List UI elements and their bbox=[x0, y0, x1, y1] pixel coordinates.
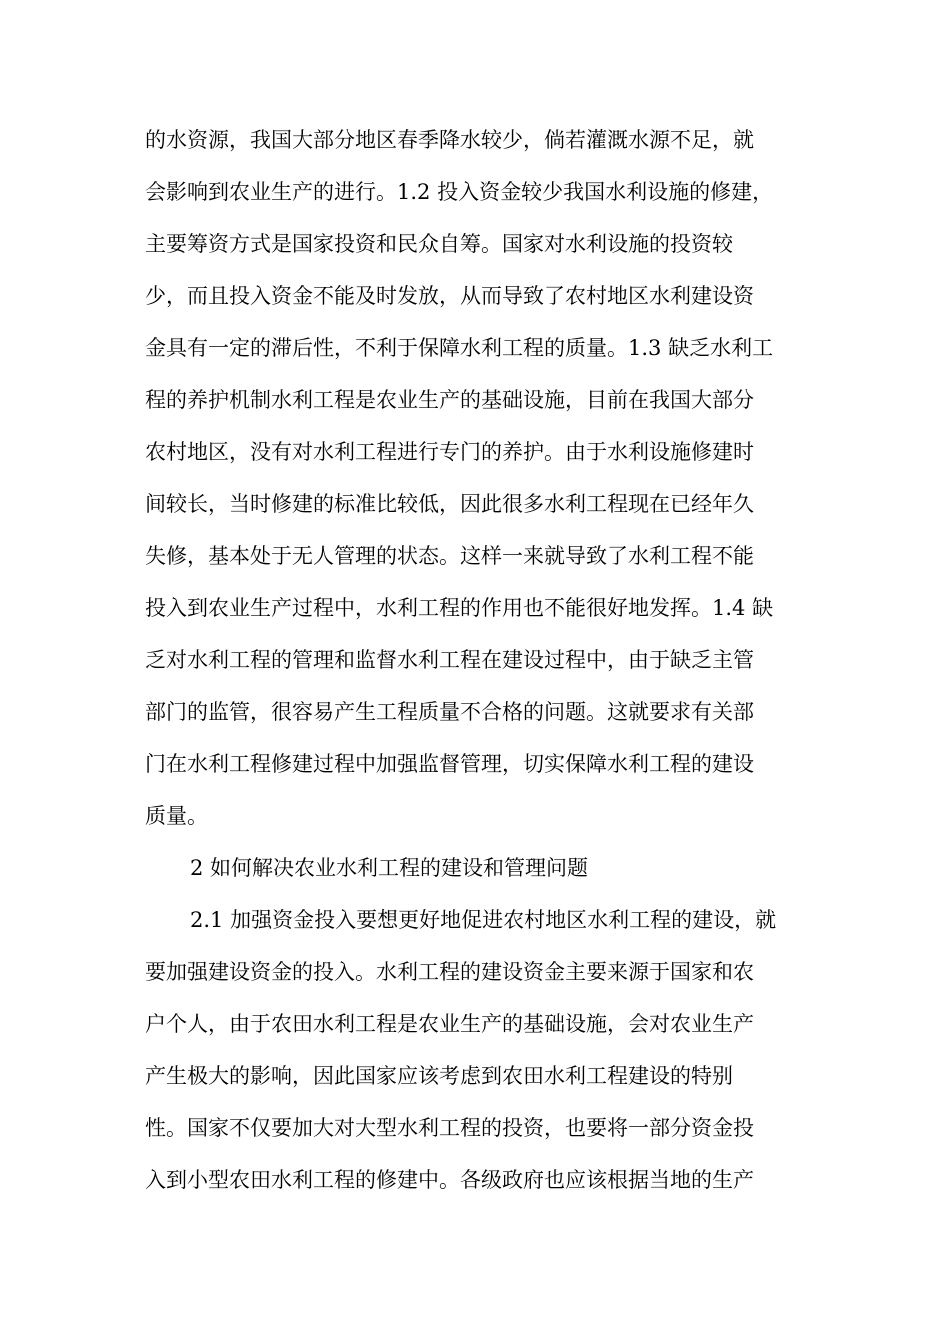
paragraph-line: 产生极大的影响，因此国家应该考虑到农田水利工程建设的特别 bbox=[145, 1064, 733, 1088]
paragraph-line: 间较长，当时修建的标准比较低，因此很多水利工程现在已经年久 bbox=[145, 492, 754, 516]
paragraph-line: 质量。 bbox=[145, 804, 208, 828]
section-heading: 2 如何解决农业水利工程的建设和管理问题 bbox=[190, 856, 589, 880]
paragraph-line: 户个人，由于农田水利工程是农业生产的基础设施，会对农业生产 bbox=[145, 1012, 754, 1036]
paragraph-line: 程的养护机制水利工程是农业生产的基础设施，目前在我国大部分 bbox=[145, 388, 754, 412]
paragraph-line: 部门的监管，很容易产生工程质量不合格的问题。这就要求有关部 bbox=[145, 700, 754, 724]
paragraph-line: 会影响到农业生产的进行。1.2 投入资金较少我国水利设施的修建， bbox=[145, 180, 774, 204]
paragraph-line: 2.1 加强资金投入要想更好地促进农村地区水利工程的建设，就 bbox=[190, 908, 777, 932]
paragraph-line: 门在水利工程修建过程中加强监督管理，切实保障水利工程的建设 bbox=[145, 752, 754, 776]
paragraph-line: 投入到农业生产过程中，水利工程的作用也不能很好地发挥。1.4 缺 bbox=[145, 596, 774, 620]
paragraph-line: 的水资源，我国大部分地区春季降水较少，倘若灌溉水源不足，就 bbox=[145, 128, 754, 152]
paragraph-line: 要加强建设资金的投入。水利工程的建设资金主要来源于国家和农 bbox=[145, 960, 754, 984]
paragraph-line: 主要筹资方式是国家投资和民众自筹。国家对水利设施的投资较 bbox=[145, 232, 733, 256]
paragraph-line: 入到小型农田水利工程的修建中。各级政府也应该根据当地的生产 bbox=[145, 1168, 754, 1192]
paragraph-line: 失修，基本处于无人管理的状态。这样一来就导致了水利工程不能 bbox=[145, 544, 754, 568]
paragraph-line: 乏对水利工程的管理和监督水利工程在建设过程中，由于缺乏主管 bbox=[145, 648, 754, 672]
paragraph-line: 少，而且投入资金不能及时发放，从而导致了农村地区水利建设资 bbox=[145, 284, 754, 308]
paragraph-line: 金具有一定的滞后性，不利于保障水利工程的质量。1.3 缺乏水利工 bbox=[145, 336, 774, 360]
paragraph-line: 性。国家不仅要加大对大型水利工程的投资，也要将一部分资金投 bbox=[145, 1116, 754, 1140]
paragraph-line: 农村地区，没有对水利工程进行专门的养护。由于水利设施修建时 bbox=[145, 440, 754, 464]
